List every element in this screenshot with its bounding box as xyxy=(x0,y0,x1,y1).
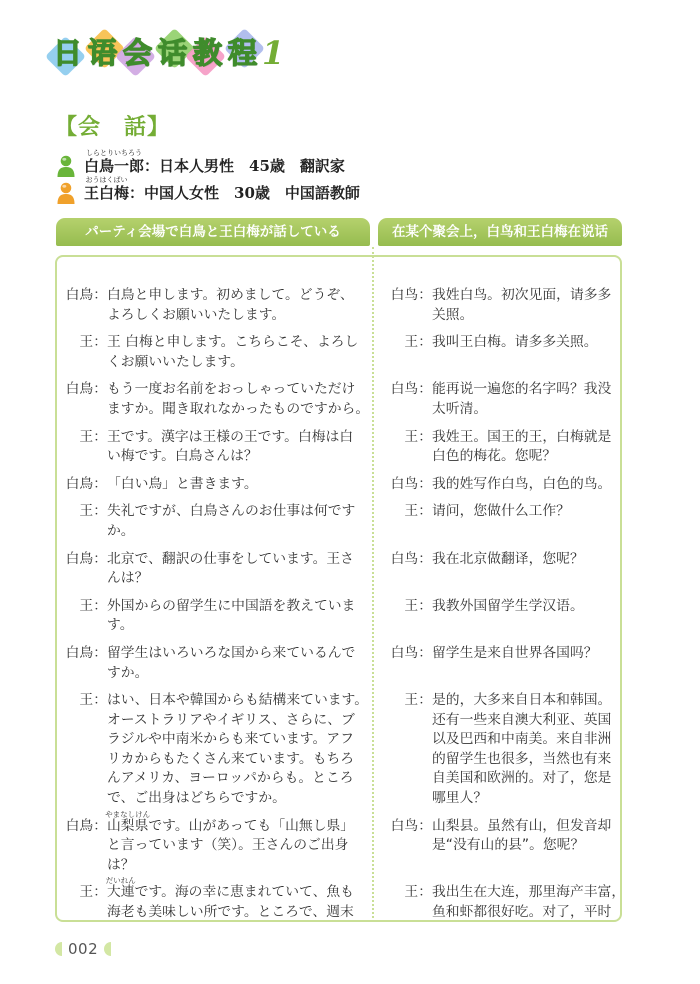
japanese-utterance xyxy=(60,333,372,372)
chinese-utterance xyxy=(386,644,622,683)
utterance-line: と言っています（笑）。王さんのご出身 xyxy=(107,837,349,854)
chinese-utterance xyxy=(386,691,622,809)
japanese-utterance xyxy=(60,876,372,922)
speaker-label: 王： xyxy=(404,334,432,351)
japanese-utterance xyxy=(60,809,372,876)
ruby-word xyxy=(84,175,130,203)
dialogue-row xyxy=(0,644,700,683)
page-number: 002 xyxy=(68,940,99,958)
ruby-word xyxy=(105,876,136,903)
utterance-lines xyxy=(107,286,372,325)
japanese-utterance xyxy=(60,428,372,467)
japanese-utterance xyxy=(60,502,372,541)
utterance-line: 海老も美味しい所です。ところで、週末 xyxy=(107,904,354,921)
title-tile xyxy=(50,26,85,80)
title-tile xyxy=(155,26,190,80)
speaker-label: 白鳥： xyxy=(65,644,107,661)
utterance-line: 是“没有山的县”。您呢？ xyxy=(432,837,585,854)
character-profile: ：日本人男性 45歳 翻訳家 xyxy=(144,156,345,175)
ruby-base: 大連 xyxy=(107,884,135,901)
utterance-text: です。山があっても「山無し県」 xyxy=(148,817,355,834)
chinese-utterance xyxy=(386,817,622,876)
utterance-lines xyxy=(107,333,372,372)
utterance-lines xyxy=(432,286,622,325)
speaker-label: 白鸟： xyxy=(390,817,432,834)
speaker-label: 白鳥： xyxy=(65,381,107,398)
utterance-lines xyxy=(107,691,372,809)
utterance-line: 王です。漢字は王様の王です。白梅は白 xyxy=(107,428,354,445)
title-char: 程 xyxy=(227,35,257,70)
speaker-label: 王： xyxy=(404,692,432,709)
speaker-label: 王： xyxy=(404,503,432,520)
utterance-line: か。 xyxy=(107,522,135,539)
title-char: 日 xyxy=(52,35,82,70)
chinese-utterance xyxy=(386,428,622,467)
page-number-ornament xyxy=(55,942,62,956)
title-char: 话 xyxy=(157,35,187,70)
ruby-base: 山梨県 xyxy=(107,817,149,834)
speaker-label: 白鸟： xyxy=(390,475,432,492)
section-heading: 【会 話】 xyxy=(55,114,171,140)
character-list xyxy=(57,148,360,206)
speaker-label: 王： xyxy=(404,884,432,901)
utterance-lines xyxy=(107,644,372,683)
utterance-line: 王 白梅と申します。こちらこそ、よろし xyxy=(107,334,359,351)
utterance-line: 还有一些来自澳大利亚、英国 xyxy=(432,711,612,728)
dialogue-row xyxy=(0,475,700,495)
title-tile xyxy=(85,26,120,80)
utterance-line: い梅です。白鳥さんは？ xyxy=(107,448,258,465)
utterance-lines xyxy=(107,550,372,589)
ruby-reading: おうはくばい xyxy=(85,175,128,184)
speaker-label: 王： xyxy=(404,428,432,445)
speaker-label: 王： xyxy=(79,884,107,901)
character-name: 王白梅 xyxy=(84,183,130,202)
japanese-utterance xyxy=(60,691,372,809)
chinese-utterance xyxy=(386,502,622,541)
utterance-line: はい、日本や韓国からも結構来ています。 xyxy=(107,692,369,709)
speaker-label: 王： xyxy=(79,334,107,351)
utterance-lines xyxy=(432,691,622,809)
utterance-lines xyxy=(432,428,622,467)
utterance-line: 哪里人？ xyxy=(432,790,488,807)
japanese-utterance xyxy=(60,550,372,589)
utterance-line: んアメリカ、ヨーロッパからも。ところ xyxy=(107,770,354,787)
utterance-lines xyxy=(107,380,372,419)
utterance-line: 白色的梅花。您呢？ xyxy=(432,448,557,465)
utterance-line: 鱼和虾都很好吃。对了，平时 xyxy=(432,904,612,921)
utterance-line: 太听清。 xyxy=(432,400,488,417)
utterance-line xyxy=(105,809,372,837)
page-number-ornament xyxy=(104,942,111,956)
utterance-line: 失礼ですが、白鳥さんのお仕事は何です xyxy=(107,503,356,520)
speaker-label: 王： xyxy=(79,692,107,709)
utterance-lines xyxy=(432,475,622,495)
utterance-lines xyxy=(107,428,372,467)
person-icon xyxy=(57,155,75,177)
utterance-line: もう一度お名前をおっしゃっていただけ xyxy=(107,381,356,398)
utterance-lines xyxy=(432,644,622,683)
speaker-label: 王： xyxy=(79,428,107,445)
utterance-lines xyxy=(105,809,372,876)
utterance-line: 外国からの留学生に中国語を教えていま xyxy=(107,597,356,614)
japanese-utterance xyxy=(60,644,372,683)
utterance-line: 我的姓写作白鸟，白色的鸟。 xyxy=(432,475,612,492)
speaker-label: 白鳥： xyxy=(65,817,107,834)
ruby-word xyxy=(84,148,145,176)
utterance-line: 「白い鳥」と書きます。 xyxy=(107,475,258,492)
speaker-label: 白鳥： xyxy=(65,287,107,303)
utterance-lines xyxy=(105,876,372,922)
japanese-utterance xyxy=(60,597,372,636)
utterance-lines xyxy=(432,817,622,876)
utterance-line: 山梨县。虽然有山，但发音却 xyxy=(432,817,612,834)
speaker-label: 白鳥： xyxy=(65,550,107,567)
utterance-line: すか。 xyxy=(107,664,149,681)
speaker-label: 王： xyxy=(79,503,107,520)
japanese-utterance xyxy=(60,380,372,419)
utterance-line xyxy=(105,876,372,903)
chinese-utterance xyxy=(386,883,626,922)
utterance-line: 我教外国留学生学汉语。 xyxy=(432,597,584,614)
utterance-lines xyxy=(107,502,372,541)
utterance-line: くお願いいたします。 xyxy=(107,353,244,370)
utterance-line: 自美国和欧洲的。对了，您是 xyxy=(432,770,612,787)
person-icon xyxy=(57,182,75,204)
title-char: 会 xyxy=(122,35,152,70)
ruby-reading: しらとりいちろう xyxy=(86,148,142,157)
utterance-line: よろしくお願いいたします。 xyxy=(107,306,286,323)
dialogue-row xyxy=(0,502,700,541)
dialogue-row xyxy=(0,550,700,589)
chinese-scene-tab: 在某个聚会上，白鸟和王白梅在说话 xyxy=(378,218,622,246)
utterance-lines xyxy=(432,380,622,419)
character-profile: ：中国人女性 30歳 中国語教師 xyxy=(129,183,360,202)
utterance-lines xyxy=(432,883,625,922)
utterance-lines xyxy=(107,597,372,636)
page-footer xyxy=(55,940,111,958)
utterance-line: 留学生はいろいろな国から来ているんで xyxy=(107,644,356,661)
utterance-line: ますか。聞き取れなかったものですから。 xyxy=(107,400,370,417)
utterance-lines xyxy=(432,333,622,372)
dialogue-row xyxy=(0,809,700,876)
utterance-line: 能再说一遍您的名字吗？我没 xyxy=(432,381,612,398)
utterance-line: 我姓白鸟。初次见面，请多多 xyxy=(432,287,612,303)
speaker-label: 白鳥： xyxy=(65,475,107,492)
utterance-line: 我姓王。国王的王，白梅就是 xyxy=(432,428,612,445)
japanese-utterance xyxy=(60,286,372,325)
ruby-reading: だいれん xyxy=(105,876,136,886)
speaker-label: 白鸟： xyxy=(390,287,432,303)
japanese-utterance xyxy=(60,475,372,495)
dialogue-row xyxy=(0,876,700,922)
dialogue-row xyxy=(0,691,700,809)
speaker-label: 白鸟： xyxy=(390,550,432,567)
japanese-scene-tab: パーティ会場で白鳥と王白梅が話している xyxy=(56,218,370,246)
utterance-line: ラジルや中南米からも来ています。アフ xyxy=(107,731,354,748)
utterance-line: 我叫王白梅。请多多关照。 xyxy=(432,334,598,351)
utterance-line: 白鳥と申します。初めまして。どうぞ、 xyxy=(107,287,354,303)
title-tile xyxy=(190,26,225,80)
chinese-utterance xyxy=(386,380,622,419)
utterance-line: す。 xyxy=(107,617,134,634)
ruby-reading: やまなしけん xyxy=(105,809,151,819)
dialogue-row xyxy=(0,597,700,636)
chinese-utterance xyxy=(386,475,622,495)
utterance-line: 的留学生也很多，当然也有来 xyxy=(432,750,612,767)
chinese-utterance xyxy=(386,286,622,325)
utterance-line: で、ご出身はどちらですか。 xyxy=(107,790,286,807)
dialogue-row xyxy=(0,286,700,325)
chinese-utterance xyxy=(386,333,622,372)
utterance-line: 关照。 xyxy=(432,306,474,323)
utterance-line: んは？ xyxy=(107,570,149,587)
utterance-line: は？ xyxy=(107,856,135,873)
speaker-label: 王： xyxy=(404,597,432,614)
dialogue-row xyxy=(0,380,700,419)
title-tile xyxy=(120,26,155,80)
utterance-line: リカからもたくさん来ています。もちろ xyxy=(107,750,355,767)
chinese-utterance xyxy=(386,550,622,589)
utterance-line: オーストラリアやイギリス、さらに、ブ xyxy=(107,711,355,728)
utterance-line: 北京で、翻訳の仕事をしています。王さ xyxy=(107,550,354,567)
utterance-lines xyxy=(107,475,372,495)
speaker-label: 白鸟： xyxy=(390,381,432,398)
character-name: 白鳥一郎 xyxy=(84,156,145,175)
utterance-lines xyxy=(432,502,622,541)
utterance-text: です。海の幸に恵まれていて、魚も xyxy=(134,884,354,901)
dialogue-row xyxy=(0,333,700,372)
utterance-line: 我出生在大连，那里海产丰富， xyxy=(432,884,626,901)
dialogue xyxy=(0,286,700,931)
dialogue-row xyxy=(0,428,700,467)
utterance-line: 是的，大多来自日本和韩国。 xyxy=(432,692,612,709)
chinese-utterance xyxy=(386,597,622,636)
speaker-label: 白鸟： xyxy=(390,644,432,661)
title-tile xyxy=(225,26,260,80)
title-char: 语 xyxy=(87,35,117,70)
volume-number: 1 xyxy=(262,34,285,72)
utterance-line: 留学生是来自世界各国吗？ xyxy=(432,644,598,661)
utterance-line: 请问，您做什么工作？ xyxy=(432,503,570,520)
utterance-line: 以及巴西和中南美。来自非洲 xyxy=(432,731,612,748)
utterance-lines xyxy=(432,550,622,589)
title-char: 教 xyxy=(192,35,222,70)
book-title xyxy=(50,26,284,80)
utterance-line: 我在北京做翻译，您呢？ xyxy=(432,550,584,567)
speaker-label: 王： xyxy=(79,597,107,614)
character-entry xyxy=(57,175,360,206)
ruby-word xyxy=(105,809,151,837)
utterance-lines xyxy=(432,597,622,636)
